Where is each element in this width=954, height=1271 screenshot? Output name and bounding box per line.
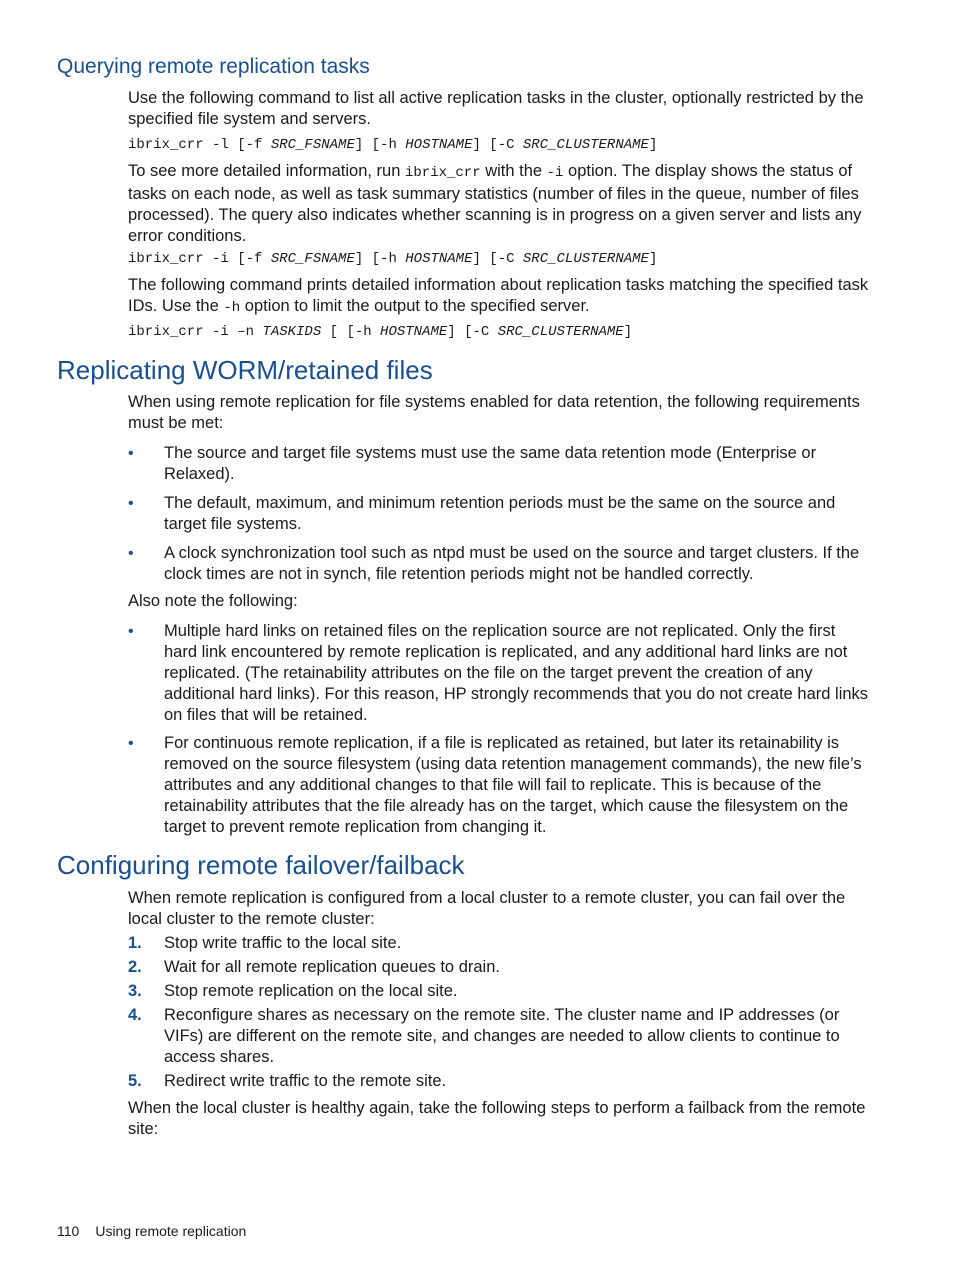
worm-content xyxy=(128,392,870,838)
code-param: SRC_CLUSTERNAME xyxy=(522,137,649,153)
footer-title: Using remote replication xyxy=(95,1223,247,1239)
paragraph: When using remote replication for file systems enabled for data retention, the following requirements must be met: xyxy=(128,393,860,432)
heading-querying: Querying remote replication tasks xyxy=(57,55,370,78)
code-text: ] [-C xyxy=(472,137,523,153)
code-param: TASKIDS xyxy=(262,324,322,340)
page-number: 110 xyxy=(57,1223,80,1239)
paragraph xyxy=(128,161,870,247)
list-item-text: The default, maximum, and minimum retention periods must be the same on the source and target file systems. xyxy=(164,494,836,533)
step-text: Wait for all remote replication queues to drain. xyxy=(164,958,500,976)
step-item xyxy=(128,1005,870,1068)
list-item-text: A clock synchronization tool such as ntpd must be used on the source and target clusters. If the clock times are not in synch, file retention periods might not be handled correctly. xyxy=(164,544,860,583)
bullet-icon: • xyxy=(128,623,134,640)
text: option. The display shows the status of tasks on each node, as well as task summary statistics (number of files in the queue, number of files processed). The query also indicates whether scanning is in progress on a given server and lists any error conditions. xyxy=(128,162,862,245)
code-text: ] [-C xyxy=(447,324,498,340)
list-item-text: Multiple hard links on retained files on the replication source are not replicated. Only the first hard link encountered by remote replication is replicated, and any additional hard links are not replicated. (The retainability attributes on the file on the target prevent the creation of any additional hard links). For this reason, HP strongly recommends that you do not create hard links on files that will be retained. xyxy=(164,622,869,724)
step-number: 3. xyxy=(128,982,142,1000)
code-param: SRC_CLUSTERNAME xyxy=(522,251,649,267)
step-text: Stop write traffic to the local site. xyxy=(164,934,402,952)
querying-detail xyxy=(128,161,870,247)
code-text: ] [-C xyxy=(472,251,523,267)
querying-taskids xyxy=(128,275,870,319)
paragraph: When the local cluster is healthy again, take the following steps to perform a failback from the remote site: xyxy=(128,1099,866,1138)
paragraph: Also note the following: xyxy=(128,592,298,610)
text: The following command prints detailed information about replication tasks matching the specified task IDs. Use the xyxy=(128,276,869,315)
paragraph: When remote replication is configured from a local cluster to a remote cluster, you can fail over the local cluster to the remote cluster: xyxy=(128,889,846,928)
code-param: HOSTNAME xyxy=(380,324,448,340)
text: with the xyxy=(480,162,547,180)
code-text: ibrix_crr -i –n xyxy=(128,324,263,340)
list-item xyxy=(128,621,870,726)
step-number: 4. xyxy=(128,1006,142,1024)
list-item xyxy=(128,443,870,485)
step-item xyxy=(128,981,870,1002)
notes-list xyxy=(128,621,870,838)
code-text: ibrix_crr -i [-f xyxy=(128,251,271,267)
inline-code: -h xyxy=(223,300,241,316)
heading-failover: Configuring remote failover/failback xyxy=(57,850,465,880)
inline-code: ibrix_crr xyxy=(404,165,481,181)
step-number: 2. xyxy=(128,958,142,976)
code-param: SRC_FSNAME xyxy=(270,251,355,267)
step-item xyxy=(128,933,870,954)
list-item xyxy=(128,493,870,535)
text: option to limit the output to the specified server. xyxy=(240,297,590,315)
code-text: ibrix_crr -l [-f xyxy=(128,137,271,153)
step-text: Redirect write traffic to the remote site. xyxy=(164,1072,447,1090)
code-text: ] xyxy=(623,324,633,340)
command-taskids xyxy=(128,322,632,342)
failover-content xyxy=(128,888,870,1140)
list-item xyxy=(128,733,870,838)
code-param: SRC_FSNAME xyxy=(270,137,355,153)
list-item-text: The source and target file systems must use the same data retention mode (Enterprise or Relaxed). xyxy=(164,444,817,483)
step-text: Stop remote replication on the local site. xyxy=(164,982,458,1000)
paragraph xyxy=(128,275,870,319)
bullet-icon: • xyxy=(128,445,134,462)
command-detail-status xyxy=(128,249,657,269)
list-item xyxy=(128,543,870,585)
code-text: ] xyxy=(648,251,658,267)
step-number: 1. xyxy=(128,934,142,952)
step-item xyxy=(128,957,870,978)
querying-intro xyxy=(128,88,870,130)
code-text: ] xyxy=(648,137,658,153)
bullet-icon: • xyxy=(128,545,134,562)
text: To see more detailed information, run xyxy=(128,162,405,180)
requirements-list xyxy=(128,443,870,585)
bullet-icon: • xyxy=(128,495,134,512)
code-text: ] [-h xyxy=(354,251,406,267)
code-param: SRC_CLUSTERNAME xyxy=(497,324,624,340)
list-item-text: For continuous remote replication, if a file is replicated as retained, but later its retainability is removed on the source filesystem (using data retention management commands), the new file’s attributes and any additional changes to that file will fail to replicate. This is because of the retainability attributes that the file already has on the target, which cause the filesystem on the target to prevent remote replication from changing it. xyxy=(164,734,862,836)
page-footer xyxy=(57,1221,262,1241)
code-param: HOSTNAME xyxy=(405,137,473,153)
heading-worm: Replicating WORM/retained files xyxy=(57,355,433,385)
step-item xyxy=(128,1071,870,1092)
failover-steps xyxy=(128,933,870,1092)
inline-code: -i xyxy=(546,165,564,181)
command-list-tasks xyxy=(128,135,657,155)
step-number: 5. xyxy=(128,1072,142,1090)
paragraph: Use the following command to list all active replication tasks in the cluster, optionally restricted by the specified file system and servers. xyxy=(128,89,864,128)
step-text: Reconfigure shares as necessary on the remote site. The cluster name and IP addresses (or VIFs) are different on the remote site, and changes are needed to allow clients to continue to access shares. xyxy=(164,1006,840,1066)
bullet-icon: • xyxy=(128,735,134,752)
code-text: [ [-h xyxy=(321,324,381,340)
code-text: ] [-h xyxy=(354,137,406,153)
code-param: HOSTNAME xyxy=(405,251,473,267)
